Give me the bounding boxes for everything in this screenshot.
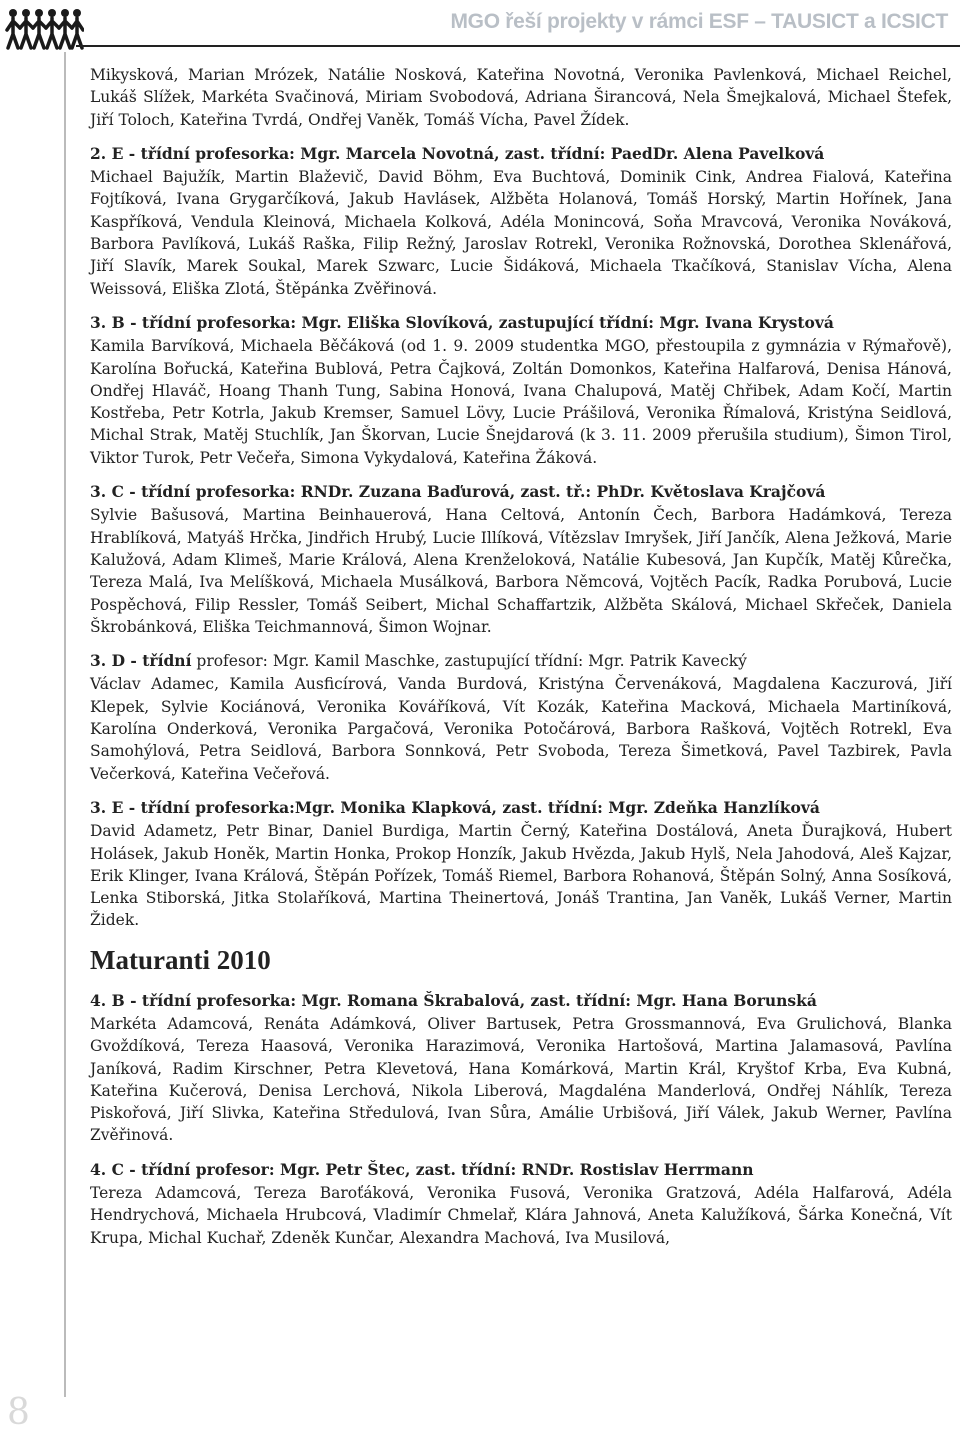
class-3c-heading: 3. C - třídní profesorka: RNDr. Zuzana Baďurová, zast. tř.: PhDr. Květoslava Krajčová bbox=[90, 482, 826, 502]
class-3d-heading-bold: 3. D - třídní bbox=[90, 651, 192, 671]
class-3e-names: David Adametz, Petr Binar, Daniel Burdiga, Martin Černý, Kateřina Dostálová, Aneta Ďurajková, Hubert Holásek, Jakub Honěk, Martin Honka, Prokop Honzík, Jakub Hvězda, Jakub Hylš, Nela Jahodová, Aleš Kajzar, Erik Klinger, Ivana Králová, Štěpán Pořízek, Tomáš Riemel, Barbora Rohanová, Štěpán Solný, Anna Sosíková, Lenka Stiborská, Jitka Stolaříková, Martina Theinertová, Jonáš Trantina, Jan Vaněk, Lukáš Verner, Martin Židek. bbox=[90, 822, 952, 930]
intro-names: Mikysková, Marian Mrózek, Natálie Nosková, Kateřina Novotná, Veronika Pavlenková, Michael Reichel, Lukáš Slížek, Markéta Svačinová, Miriam Svobodová, Adriana Širancová, Nela Šmejkalová, Michael Štefek, Jiří Toloch, Kateřina Tvrdá, Ondřej Vaněk, Tomáš Vícha, Pavel Žídek. bbox=[90, 66, 952, 129]
page-content bbox=[90, 64, 952, 1261]
class-2e-names: Michael Bajužík, Martin Blaževič, David Böhm, Eva Buchtová, Dominik Cink, Andrea Fialová, Kateřina Fojtíková, Ivana Grygarčíková, Jakub Havlásek, Alžběta Holanová, Tomáš Horský, Martin Hořínek, Jana Kaspříková, Vendula Kleinová, Michaela Kolková, Adéla Monincová, Soňa Mravcová, Veronika Nováková, Barbora Pavlíková, Lukáš Raška, Filip Režný, Jaroslav Rotrekl, Veronika Rožnovská, Dorothea Sklenářová, Jiří Slavík, Marek Soukal, Marek Szwarc, Lucie Šidáková, Michaela Tkačíková, Stanislav Vícha, Alena Weissová, Eliška Zlotá, Štěpánka Zvěřinová. bbox=[90, 168, 952, 298]
page-number: 8 bbox=[7, 1392, 30, 1433]
header-title: MGO řeší projekty v rámci ESF – TAUSICT a ICSICT bbox=[450, 10, 948, 33]
class-4b-heading: 4. B - třídní profesorka: Mgr. Romana Škrabalová, zast. třídní: Mgr. Hana Borunská bbox=[90, 990, 817, 1010]
class-3c-names: Sylvie Bašusová, Martina Beinhauerová, Hana Celtová, Antonín Čech, Barbora Hadámková, Tereza Hrablíková, Matyáš Hrčka, Jindřich Hrubý, Lucie Illíková, Vítězslav Imryšek, Jiří Jančík, Alena Ježková, Marie Kalužová, Adam Klimeš, Marie Králová, Alena Krenželoková, Natálie Kubesová, Jan Kupčík, Matěj Kůrečka, Tereza Malá, Iva Melíšková, Michaela Musálková, Barbora Němcová, Vojtěch Pacík, Radka Porubová, Lucie Pospěchová, Filip Ressler, Tomáš Seibert, Michal Schaffartzik, Alžběta Skálová, Michael Skřeček, Daniela Škrobánková, Eliška Teichmannová, Šimon Wojnar. bbox=[90, 506, 952, 636]
margin-divider bbox=[64, 52, 66, 1397]
class-4c-names: Tereza Adamcová, Tereza Baroťáková, Veronika Fusová, Veronika Gratzová, Adéla Halfarová, Adéla Hendrychová, Michaela Hrubcová, Vladimír Chmelař, Klára Jahnová, Aneta Kalužíková, Šárka Konečná, Vít Krupa, Michal Kuchař, Zdeněk Kunčar, Alexandra Machová, Iva Musilová, bbox=[90, 1184, 952, 1247]
year-title: Maturanti 2010 bbox=[90, 944, 271, 975]
school-logo-icon bbox=[4, 4, 84, 60]
class-2e-heading: 2. E - třídní profesorka: Mgr. Marcela Novotná, zast. třídní: PaedDr. Alena Pavelková bbox=[90, 143, 825, 163]
class-3d-heading bbox=[90, 650, 952, 672]
header-divider bbox=[76, 45, 960, 47]
class-3d-names: Václav Adamec, Kamila Ausficírová, Vanda Burdová, Kristýna Červenáková, Magdalena Kaczurová, Jiří Klepek, Sylvie Kociánová, Veronika Kováříková, Vít Kozák, Kateřina Macková, Michaela Martiníková, Karolína Onderková, Veronika Pargačová, Veronika Potočárová, Barbora Rašková, Vojtěch Rotrekl, Eva Samohýlová, Petra Seidlová, Barbora Sonnková, Petr Svoboda, Tereza Šimetková, Pavel Tazbirek, Pavla Večerková, Kateřina Večeřová. bbox=[90, 675, 952, 783]
class-4c-heading: 4. C - třídní profesor: Mgr. Petr Štec, zast. třídní: RNDr. Rostislav Herrmann bbox=[90, 1159, 754, 1179]
class-3b-heading: 3. B - třídní profesorka: Mgr. Eliška Slovíková, zastupující třídní: Mgr. Ivana Krystová bbox=[90, 312, 834, 332]
class-3e-heading: 3. E - třídní profesorka:Mgr. Monika Klapková, zast. třídní: Mgr. Zdeňka Hanzlíková bbox=[90, 797, 820, 817]
class-4b-names: Markéta Adamcová, Renáta Adámková, Oliver Bartusek, Petra Grossmannová, Eva Grulichová, Blanka Gvoždíková, Tereza Haasová, Veronika Harazimová, Veronika Hartošová, Martina Jalamasová, Pavlína Janíková, Radim Kirschner, Petra Klevetová, Hana Komárková, Martin Král, Kryštof Krba, Eva Kubná, Kateřina Kučerová, Denisa Lerchová, Nikola Liberová, Magdaléna Manderlová, Ondřej Náhlík, Tereza Piskořová, Jiří Slivka, Kateřina Středulová, Ivan Sůra, Amálie Urbišová, Jiří Válek, Jakub Werner, Pavlína Zvěřinová. bbox=[90, 1014, 952, 1145]
class-3d-heading-rest: profesor: Mgr. Kamil Maschke, zastupující třídní: Mgr. Patrik Kavecký bbox=[191, 652, 747, 671]
class-3b-names: Kamila Barvíková, Michaela Běčáková (od 1. 9. 2009 studentka MGO, přestoupila z gymnázia v Rýmařově), Karolína Bořucká, Kateřina Bublová, Petra Čajková, Zoltán Domonkos, Kateřina Halfarová, Denisa Hánová, Ondřej Hlaváč, Hoang Thanh Tung, Sabina Honová, Ivana Chalupová, Matěj Chřibek, Adam Kočí, Martin Kostřeba, Petr Kotrla, Jakub Kremser, Samuel Lövy, Lucie Prášilová, Veronika Římalová, Kristýna Seidlová, Michal Strak, Matěj Stuchlík, Jan Škorvan, Lucie Šnejdarová (k 3. 11. 2009 přerušila studium), Šimon Tirol, Viktor Turok, Petr Večeřa, Simona Vykydalová, Kateřina Žáková. bbox=[90, 337, 952, 467]
